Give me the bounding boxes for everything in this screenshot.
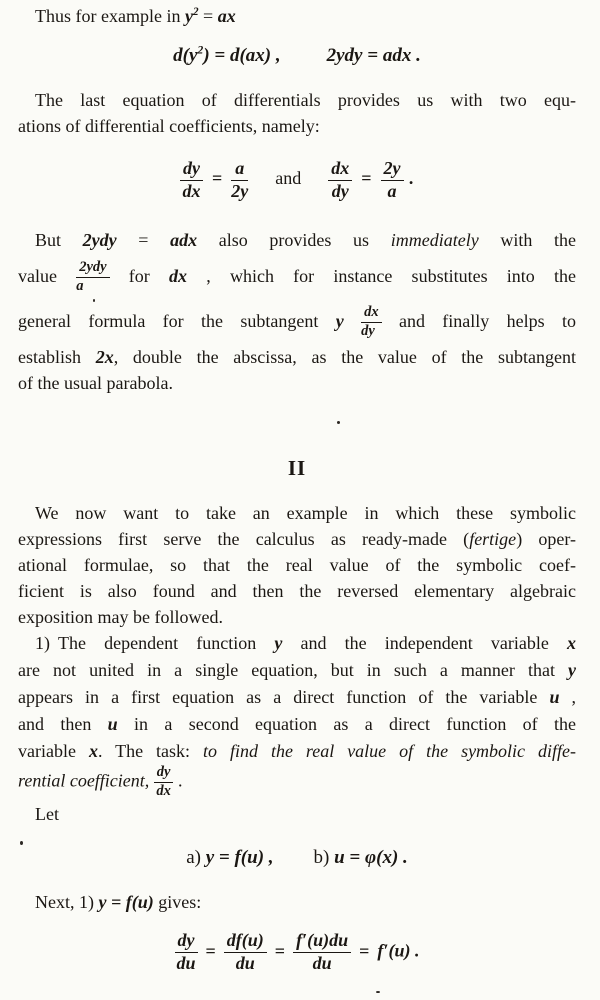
numerator: a: [231, 159, 248, 181]
italic-run: immediately: [390, 229, 479, 250]
text-line: [18, 684, 576, 711]
denominator: a: [387, 180, 397, 201]
math-run: u: [107, 713, 118, 734]
text-run: Thus for example in: [35, 6, 185, 26]
math-run: 2x: [95, 346, 114, 367]
text-run: ations of differential coefficients, namely:: [18, 116, 320, 136]
denominator: dy: [361, 322, 375, 339]
math-run: y = f(u): [98, 892, 154, 913]
math-run: y: [335, 310, 344, 331]
text-line: [18, 738, 576, 765]
fraction: [180, 159, 203, 202]
text-run: ational formulae, so that the real value of the symbolic coef-: [18, 554, 576, 575]
paragraph-next-gives: [18, 889, 576, 916]
fraction: [175, 931, 198, 974]
paragraph-task-definition: [18, 630, 576, 800]
italic-run: fertige: [469, 528, 517, 549]
section-heading: [18, 456, 576, 480]
item-label: a): [186, 847, 206, 869]
text-line: [18, 500, 576, 526]
text-line: [18, 254, 576, 299]
text-line: [18, 657, 576, 684]
math-run: y: [184, 6, 193, 26]
text-run: of the usual parabola.: [18, 372, 173, 393]
fraction: [361, 305, 382, 340]
text-run: .: [173, 770, 183, 791]
text-line: [18, 711, 576, 738]
text-run: 1): [35, 632, 50, 653]
text-line: [18, 552, 576, 578]
numerator: 2ydy: [76, 260, 109, 278]
text-run: in a second equation as a direct function of the: [117, 713, 576, 734]
equals-sign: =: [359, 940, 370, 961]
numerator: dx: [328, 159, 352, 181]
text-line: [18, 604, 576, 630]
denominator: du: [312, 953, 332, 974]
math-run: y: [274, 632, 283, 653]
fraction: [328, 159, 352, 202]
math-run: ax: [217, 6, 236, 26]
math-run: u: [549, 686, 560, 707]
text-line: [18, 630, 576, 657]
fraction: [293, 931, 351, 974]
paragraph-subtangent: [18, 226, 576, 396]
text-run: =: [116, 229, 171, 250]
numerator: dy: [175, 931, 198, 953]
text-line: [18, 578, 576, 604]
text-line: [18, 526, 576, 552]
paragraph-example-intent: [18, 500, 576, 630]
math-run: ) = d(ax) ,: [203, 45, 281, 66]
equals-sign: =: [274, 940, 286, 961]
section-number: II: [287, 455, 307, 480]
numerator: f′(u)du: [293, 931, 351, 953]
text-run: ) oper-: [516, 528, 576, 549]
equals-sign: =: [205, 940, 216, 961]
text-run: appears in a first equation as a direct function of the variable: [18, 686, 550, 707]
numerator: dy: [180, 159, 203, 181]
text-run: with the: [478, 229, 576, 250]
equals-sign: =: [361, 168, 372, 189]
fraction: [76, 260, 109, 295]
scan-artifact-dot: [93, 299, 95, 302]
text-line: [18, 226, 576, 254]
period: .: [409, 168, 415, 189]
numerator: 2y: [381, 159, 404, 181]
paragraph-let: [18, 801, 576, 828]
italic-run: to find the real value of the symbolic diffe-: [203, 740, 577, 761]
denominator: dx: [156, 782, 171, 799]
denominator: du: [235, 953, 255, 974]
superscript: 2: [192, 6, 199, 18]
paragraph-example-intro: [18, 3, 576, 29]
math-run: f′(u) .: [377, 940, 420, 961]
fraction: [231, 159, 248, 202]
text-line: [18, 344, 576, 370]
equation-coefficient-pair: [18, 151, 576, 210]
text-run: , which for instance substitutes into the: [187, 265, 576, 286]
denominator: du: [176, 953, 196, 974]
text-run: Next, 1): [35, 892, 99, 913]
text-run: also provides us: [197, 229, 391, 250]
equation-function-definitions: [18, 844, 576, 872]
scan-artifact-dot: [337, 421, 340, 424]
numerator: df(u): [224, 931, 267, 953]
text-run: and then: [18, 713, 108, 734]
text-run: Let: [35, 804, 59, 825]
text-run: and finally helps to: [381, 310, 577, 331]
denominator: dy: [331, 180, 349, 201]
denominator: a: [76, 277, 84, 294]
math-run: adx: [170, 229, 198, 250]
text-run: variable: [18, 740, 89, 761]
text-run: But: [35, 229, 83, 250]
math-run: d(y: [173, 45, 198, 66]
text-run: general formula for the subtangent: [18, 310, 336, 331]
math-run: x: [88, 740, 98, 761]
text-run: value: [18, 265, 77, 286]
item-label: b): [313, 847, 335, 869]
text-run: ,: [559, 686, 577, 707]
fraction: [154, 765, 174, 800]
text-run: , double the abscissa, as the value of the subtangent: [113, 346, 576, 367]
equation-differentials: [18, 41, 576, 71]
text-line: [18, 299, 576, 344]
text-run: The last equation of differentials provides us with two equ-: [35, 90, 576, 110]
paragraph-two-equations: [18, 87, 576, 139]
text-run: exposition may be followed.: [18, 606, 223, 627]
text-run: are not united in a single equation, but in such a manner that: [18, 659, 568, 680]
text-line: [18, 113, 576, 139]
text-run: for: [109, 265, 170, 286]
denominator: dx: [182, 180, 201, 201]
numerator: dy: [154, 765, 174, 783]
numerator: dx: [361, 305, 382, 323]
math-run: y: [568, 659, 576, 680]
math-run: 2ydy = adx .: [326, 45, 421, 66]
text-line: [18, 370, 576, 396]
italic-run: rential coefficient,: [18, 770, 154, 791]
math-run: 2ydy: [82, 229, 117, 250]
text-run: The dependent function: [58, 632, 275, 653]
text-run: establish: [18, 346, 96, 367]
text-run: and: [275, 168, 302, 189]
text-run: =: [198, 6, 218, 26]
equals-sign: =: [211, 168, 223, 189]
fraction: [224, 931, 267, 974]
math-run: y = f(u) ,: [205, 847, 274, 869]
text-run: expressions first serve the calculus as ready-made (: [18, 528, 470, 549]
math-run: x: [567, 632, 576, 653]
superscript: 2: [197, 43, 204, 57]
text-run: ficient is also found and then the reversed elementary algebraic: [18, 580, 576, 601]
math-run: dx: [169, 265, 188, 286]
scan-artifact-dot: [376, 991, 380, 993]
denominator: 2y: [231, 180, 249, 201]
text-run: gives:: [153, 892, 202, 913]
scan-artifact-dot: [20, 841, 23, 845]
equation-chain-derivative: [18, 922, 576, 983]
text-line: [18, 765, 576, 800]
text-run: . The task:: [97, 740, 203, 761]
text-run: We now want to take an example in which these symbolic: [35, 502, 576, 523]
math-run: u = φ(x) .: [334, 847, 408, 869]
text-run: and the independent variable: [282, 632, 567, 653]
text-line: [18, 87, 576, 113]
fraction: [381, 159, 404, 202]
